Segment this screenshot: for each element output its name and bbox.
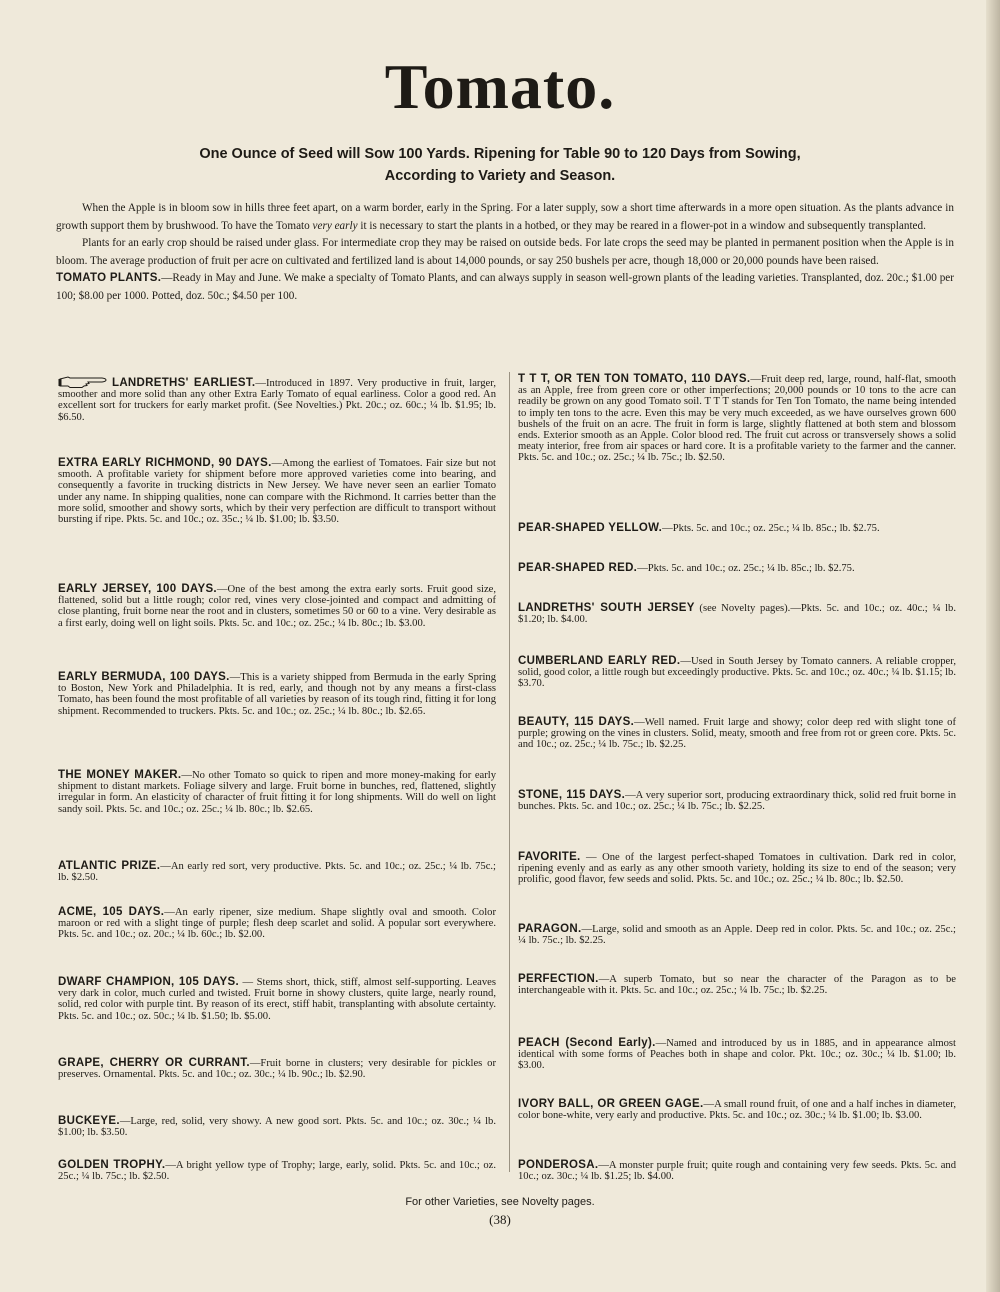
variety-name: BUCKEYE.: [58, 1115, 120, 1127]
variety-description: —An early ripener, size medium. Shape slightly oval and smooth. Color maroon or red with a slight tinge of purple; flesh deep scarlet and solid. A popular sort everywhere. Pkts. 5c. and 10c.; oz. 20c.; ¼ lb. 60c.; lb. $2.00.: [58, 907, 496, 941]
variety-description: —Used in South Jersey by Tomato canners. A reliable cropper, solid, good color, a little rough but exceedingly productive. Pkts. 5c. and 10c.; oz. 40c.; ¼ lb. $1.15; lb. $3.70.: [518, 656, 956, 690]
variety-entry: [518, 924, 956, 946]
variety-description: —No other Tomato so quick to ripen and more money-making for early shipment to distant markets. Foliage silvery and large. Fruit borne in bunches, red, flattened, slightly irregular in form. An elasticity of character of fruit fitting it for long shipments. Will do well on light sandy soil. Pkts. 5c. and 10c.; oz. 25c.; ¼ lb. 80c.; lb. $2.65.: [58, 770, 496, 815]
variety-description: —Large, red, solid, very showy. A new good sort. Pkts. 5c. and 10c.; oz. 30c.; ¼ lb. $1.00; lb. $3.50.: [58, 1116, 496, 1139]
variety-entry: [518, 717, 956, 751]
variety-name: ACME, 105 DAYS.: [58, 906, 165, 918]
variety-entry: [518, 603, 956, 625]
variety-description: —This is a variety shipped from Bermuda in the early Spring to Boston, New York and Philadelphia. It is red, early, and though not by any means a first-class Tomato, has been found the most profitable of all varieties by reason of its tough rind, fitting it for long shipment. Recommended to truckers. Pkts. 5c. and 10c.; oz. 25c.; ¼ lb. 80c.; lb. $2.65.: [58, 672, 496, 717]
variety-description: —A very superior sort, producing extraordinary thick, solid red fruit borne in bunches. Pkts. 5c. and 10c.; oz. 25c.; ¼ lb. 75c.; lb. $2.25.: [518, 790, 956, 813]
variety-description: —A small round fruit, of one and a half inches in diameter, color bone-white, very early and productive. Pkts. 5c. and 10c.; oz. 30c.; ¼ lb. $1.00; lb. $3.00.: [518, 1099, 956, 1122]
variety-name: PEAR-SHAPED RED.: [518, 562, 638, 574]
variety-entry: [58, 977, 496, 1022]
subtitle: [60, 143, 940, 187]
variety-description: —A superb Tomato, but so near the character of the Paragon as to be interchangeable with it. Pkts. 5c. and 10c.; oz. 25c.; ¼ lb. 75c.; lb. $2.25.: [518, 974, 956, 997]
subtitle-line-2: According to Variety and Season.: [384, 168, 616, 184]
variety-name: EARLY BERMUDA, 100 DAYS.: [58, 671, 230, 683]
variety-name: T T T, OR TEN TON TOMATO, 110 DAYS.: [518, 373, 751, 385]
variety-name: PONDEROSA.: [518, 1159, 599, 1171]
variety-description: —An early red sort, very productive. Pkts. 5c. and 10c.; oz. 25c.; ¼ lb. 75c.; lb. $2.50.: [58, 861, 496, 884]
variety-name: PEACH (Second Early).: [518, 1037, 656, 1049]
variety-description: —Pkts. 5c. and 10c.; oz. 25c.; ¼ lb. 85c.; lb. $2.75.: [637, 563, 855, 574]
variety-name: GRAPE, CHERRY OR CURRANT.: [58, 1057, 250, 1069]
variety-entry: [518, 656, 956, 690]
variety-name: STONE, 115 DAYS.: [518, 789, 626, 801]
variety-name: FAVORITE.: [518, 851, 581, 863]
variety-description: — One of the largest perfect-shaped Tomatoes in cultivation. Dark red in color, ripening evenly and as early as any other smooth variety, holding its size to end of the season; very prolific, good flavor, few seeds and solid. Pkts. 5c. and 10c.; oz. 25c.; ¼ lb. 80c.; lb. $2.50.: [518, 852, 956, 886]
variety-name: LANDRETHS' EARLIEST.: [112, 377, 256, 389]
intro-paragraph-2: Plants for an early crop should be raised under glass. For intermediate crop they may be raised on outside beds. For late crops the seed may be planted in permanent position when the Apple is in bloom. The average production of fruit per acre on cultivated and fertilized land is about 14,000 pounds, or say 250 bushels per acre, though 18,000 or 20,000 pounds have been raised.: [56, 237, 954, 267]
variety-entry: [518, 1038, 956, 1072]
variety-description: —Among the earliest of Tomatoes. Fair size but not smooth. A profitable variety for shipment before more approved varieties come into bearing, and consequently a favorite in trucking districts in New Jersey. We have never seen an earlier Tomato under any name. In shipping qualities, none can compare with the Richmond. It carries better than the more solid, smoother and showy sorts, which by their very perfection are difficult to transport without bursting if ripe. Pkts. 5c. and 10c.; oz. 35c.; ¼ lb. $1.00; lb. $3.50.: [58, 458, 496, 526]
intro-paragraph-1: When the Apple is in bloom sow in hills three feet apart, on a warm border, early in the Spring. For a later supply, sow a short time afterwards in a more open situation. As the plants advance in growth support them by brushwood. To have the Tomato very early it is necessary to start the plants in a hotbed, or they may be reared in a flower-pot in a window and subsequently transplanted.: [56, 202, 954, 232]
intro-text: [56, 200, 954, 305]
variety-description: —Well named. Fruit large and showy; color deep red with slight tone of purple; growing on the vines in clusters. Solid, meaty, smooth and free from rot or green core. Pkts. 5c. and 10c.; oz. 25c.; ¼ lb. 75c.; lb. $2.25.: [518, 717, 956, 751]
variety-entry: [58, 1116, 496, 1138]
variety-description: —Named and introduced by us in 1885, and in appearance almost identical with some forms of Peaches both in shape and color. Pkt. 10c.; oz. 30c.; ¼ lb. $1.00; lb. $3.00.: [518, 1038, 956, 1072]
variety-entry: [58, 375, 496, 423]
variety-entry: [518, 563, 956, 574]
variety-entry: [58, 458, 496, 525]
emphasis-text: very early: [312, 219, 358, 232]
variety-description: —A monster purple fruit; quite rough and containing very few seeds. Pkts. 5c. and 10c.; oz. 30c.; ¼ lb. $1.25; lb. $4.00.: [518, 1160, 956, 1183]
variety-entry: [58, 672, 496, 717]
pointing-hand-icon: [58, 375, 108, 389]
variety-name: GOLDEN TROPHY.: [58, 1159, 166, 1171]
column-divider: [509, 372, 510, 1172]
variety-name: EXTRA EARLY RICHMOND, 90 DAYS.: [58, 457, 272, 469]
variety-entry: [58, 907, 496, 941]
variety-entry: [518, 852, 956, 886]
variety-description: —Fruit deep red, large, round, half-flat, smooth as an Apple, free from green core or other imperfections; 20,000 pounds or 10 tons to the acre can readily be grown on any good Tomato soil. T T T stands for Ten Ton Tomato, the name being intended to imply ten tons to the acre. Even this may be very much exceeded, as we have ourselves grown 600 bushels of the fruit on an acre. The fruit in form is large, slightly flattened at both stem and blossom ends. Exterior smooth as an Apple. Color blood red. The fruit cut across or transversely shows a solid meaty interior, free from air spaces or hard core. It is a profitable variety to the farmer and the canner. Pkts. 5c. and 10c.; oz. 25c.; ¼ lb. 75c.; lb. $2.50.: [518, 374, 957, 464]
variety-description: —One of the best among the extra early sorts. Fruit good size, flattened, solid but a little rough; color red, vines very close-jointed and compact and admitting of close planting, fruit borne near the root and in clusters, sometimes 50 or 60 to a vine. Very desirable as a first early, doing well on light soils. Pkts. 5c. and 10c.; oz. 25c.; ¼ lb. 80c.; lb. $3.00.: [58, 584, 496, 629]
variety-name: IVORY BALL, OR GREEN GAGE.: [518, 1098, 704, 1110]
variety-name: BEAUTY, 115 DAYS.: [518, 716, 635, 728]
variety-description: —Pkts. 5c. and 10c.; oz. 25c.; ¼ lb. 85c.; lb. $2.75.: [662, 523, 880, 534]
variety-description: —Introduced in 1897. Very productive in fruit, larger, smoother and more solid than any other Extra Early Tomato of equal earliness. Color a good red. An excellent sort for truckers for early market profit. (See Novelties.) Pkt. 20c.; oz. 60c.; ¼ lb. $1.95; lb. $6.50.: [58, 378, 496, 423]
page-title: Tomato.: [384, 51, 616, 122]
variety-description: (see Novelty pages).—Pkts. 5c. and 10c.; oz. 40c.; ¼ lb. $1.20; lb. $4.00.: [518, 603, 956, 626]
variety-name: PEAR-SHAPED YELLOW.: [518, 522, 663, 534]
tomato-plants-heading: TOMATO PLANTS.: [56, 272, 162, 284]
subtitle-line-1: One Ounce of Seed will Sow 100 Yards. Ripening for Table 90 to 120 Days from Sowing,: [199, 146, 801, 162]
variety-description: —A bright yellow type of Trophy; large, early, solid. Pkts. 5c. and 10c.; oz. 25c.; ¼ lb. 75c.; lb. $2.50.: [58, 1160, 496, 1183]
variety-name: EARLY JERSEY, 100 DAYS.: [58, 583, 217, 595]
variety-name: ATLANTIC PRIZE.: [58, 860, 161, 872]
variety-entry: [58, 861, 496, 883]
variety-entry: [518, 1099, 956, 1121]
variety-description: —Fruit borne in clusters; very desirable for pickles or preserves. Ornamental. Pkts. 5c. and 10c.; oz. 30c.; ¼ lb. 90c.; lb. $2.90.: [58, 1058, 496, 1081]
variety-entry: [518, 523, 956, 534]
variety-entry: [58, 1058, 496, 1080]
variety-entry: [58, 770, 496, 815]
variety-name: THE MONEY MAKER.: [58, 769, 182, 781]
variety-entry: [58, 1160, 496, 1182]
variety-entry: [518, 790, 956, 812]
variety-entry: [518, 374, 956, 464]
tomato-plants-text: —Ready in May and June. We make a specialty of Tomato Plants, and can always supply in season well-grown plants of the leading varieties. Transplanted, doz. 20c.; $1.00 per 100; $8.00 per 1000. Potted, doz. 50c.; $4.50 per 100.: [56, 272, 954, 302]
variety-name: PARAGON.: [518, 923, 582, 935]
tomato-plants-paragraph: [56, 270, 954, 305]
variety-entry: [58, 584, 496, 629]
variety-name: DWARF CHAMPION, 105 DAYS.: [58, 976, 239, 988]
page-edge-shadow: [986, 0, 1000, 1292]
variety-name: LANDRETHS' SOUTH JERSEY: [518, 602, 695, 614]
variety-entry: [518, 974, 956, 996]
variety-description: — Stems short, thick, stiff, almost self-supporting. Leaves very dark in color, much curled and twisted. Fruit borne in showy clusters, quite large, nearly round, solid, red color with purple tint. By reason of its erect, stiff habit, transplanting with absolute certainty. Pkts. 5c. and 10c.; oz. 50c.; ¼ lb. $1.50; lb. $5.00.: [58, 977, 497, 1022]
variety-name: CUMBERLAND EARLY RED.: [518, 655, 681, 667]
variety-description: —Large, solid and smooth as an Apple. Deep red in color. Pkts. 5c. and 10c.; oz. 25c.; ¼ lb. 75c.; lb. $2.25.: [518, 924, 956, 947]
variety-name: PERFECTION.: [518, 973, 599, 985]
page-number: (38): [489, 1212, 511, 1227]
variety-entry: [518, 1160, 956, 1182]
footer-note: For other Varieties, see Novelty pages.: [405, 1196, 595, 1208]
